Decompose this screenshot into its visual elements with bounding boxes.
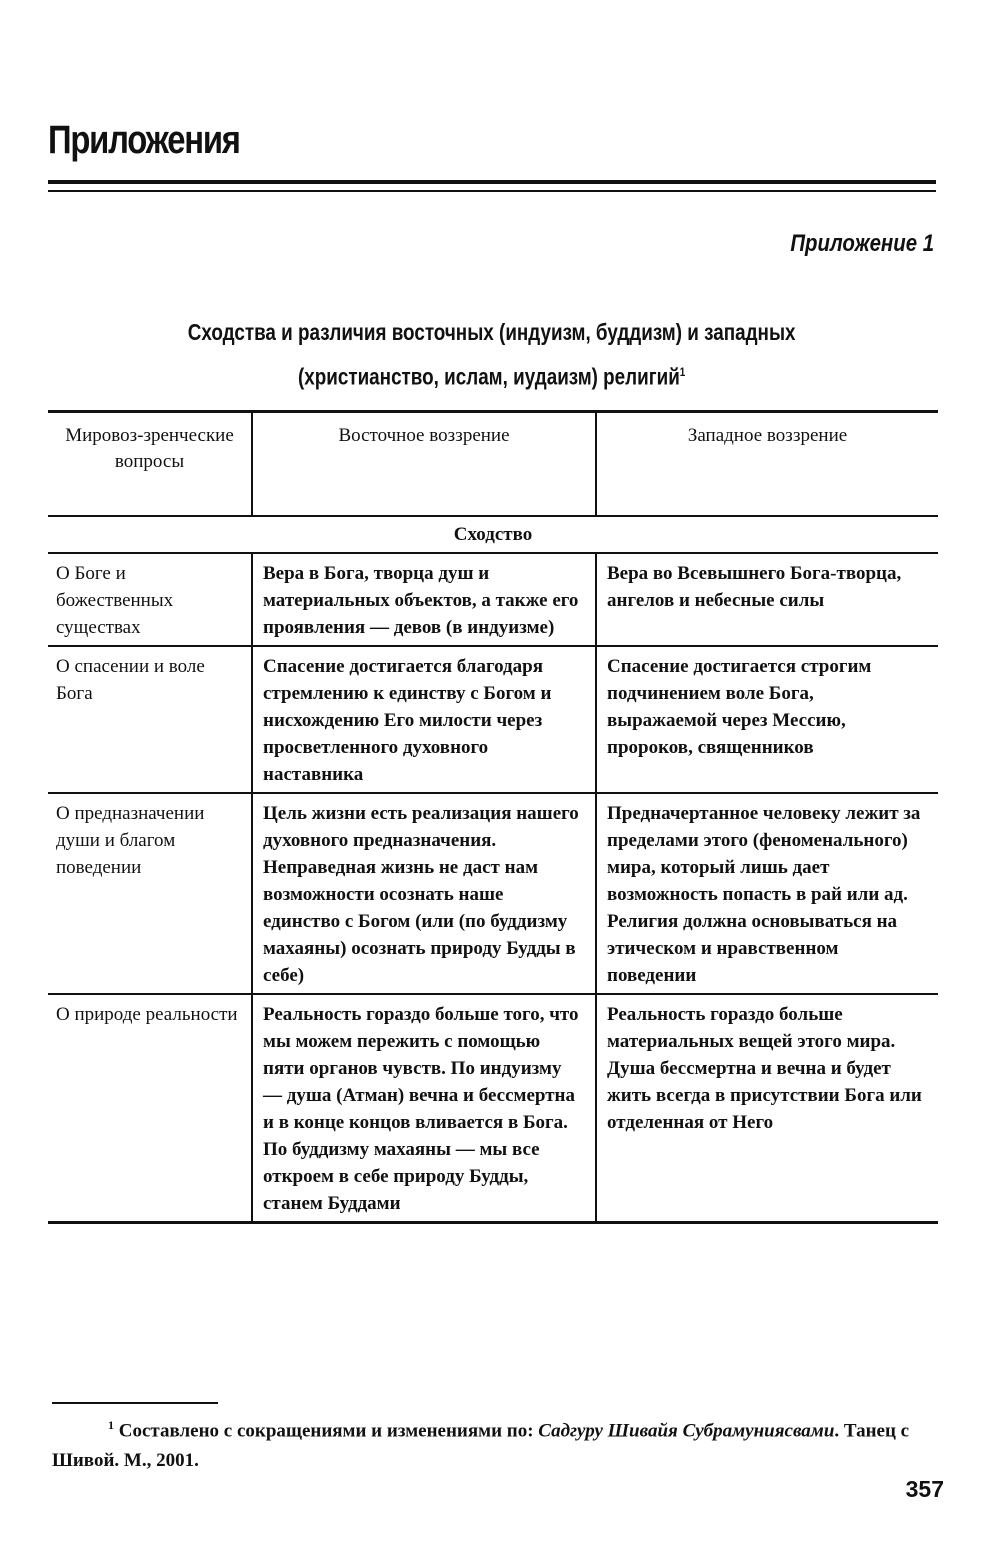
- footnote: [52, 1410, 942, 1476]
- table-header-row: [48, 412, 938, 517]
- table-title: [48, 312, 936, 397]
- footnote-author: Садгуру Шивайя Субрамуниясвами: [538, 1420, 835, 1442]
- footnote-rule: [52, 1402, 218, 1404]
- header-questions: Мировоз-зренческие вопросы: [48, 412, 252, 517]
- footnote-source: . Танец с Шивой. М., 2001.: [52, 1420, 910, 1472]
- header-east: Восточное воззрение: [252, 412, 596, 517]
- row-east: Спасение достигается благодаря стремлению к единству с Богом и нисхождению Его милости через просветленного духовного наставника: [252, 646, 596, 793]
- row-question: О природе реальности: [48, 994, 252, 1223]
- footnote-number: 1: [108, 1418, 114, 1432]
- chapter-title: Приложения: [48, 118, 240, 162]
- row-east: Цель жизни есть реализация нашего духовного предназначения. Неправедная жизнь не даст нам возможности осознать наше единство с Богом (или (по буддизму махаяны) осознать природу Будды в себе): [252, 793, 596, 994]
- title-rule-thin: [48, 190, 936, 192]
- row-question: О Боге и божественных существах: [48, 553, 252, 646]
- row-west: Вера во Всевышнего Бога-творца, ангелов и небесные силы: [596, 553, 938, 646]
- row-west: Реальность гораздо больше материальных вещей этого мира. Душа бессмертна и вечна и будет жить всегда в присутствии Бога или отделенная от Него: [596, 994, 938, 1223]
- footnote-mark: 1: [680, 365, 686, 379]
- table-row: [48, 553, 938, 646]
- title-rule-thick: [48, 180, 936, 184]
- appendix-label: Приложение 1: [790, 230, 934, 257]
- footnote-text: Составлено с сокращениями и изменениями по:: [118, 1420, 539, 1442]
- table-row: [48, 793, 938, 994]
- row-east: Вера в Бога, творца душ и материальных объектов, а также его проявления — девов (в индуизме): [252, 553, 596, 646]
- row-question: О спасении и воле Бога: [48, 646, 252, 793]
- row-west: Спасение достигается строгим подчинением воле Бога, выражаемой через Мессию, пророков, священников: [596, 646, 938, 793]
- table-title-line1: Сходства и различия восточных (индуизм, буддизм) и западных: [188, 319, 796, 345]
- table-row: [48, 646, 938, 793]
- page-number: 357: [905, 1476, 944, 1502]
- comparison-table: [48, 410, 938, 1224]
- section-row: [48, 516, 938, 553]
- row-east: Реальность гораздо больше того, что мы можем пережить с помощью пяти органов чувств. По индуизму — душа (Атман) вечна и бессмертна и в конце концов вливается в Бога. По буддизму махаяны — мы все откроем в себе природу Будды, станем Буддами: [252, 994, 596, 1223]
- header-west: Западное воззрение: [596, 412, 938, 517]
- row-west: Предначертанное человеку лежит за пределами этого (феноменального) мира, который лишь дает возможность попасть в рай или ад. Религия должна основываться на этическом и нравственном поведении: [596, 793, 938, 994]
- section-similarity: Сходство: [48, 516, 938, 553]
- table-title-line2: (христианство, ислам, иудаизм) религий: [298, 363, 681, 390]
- table-row: [48, 994, 938, 1223]
- row-question: О предназначении души и благом поведении: [48, 793, 252, 994]
